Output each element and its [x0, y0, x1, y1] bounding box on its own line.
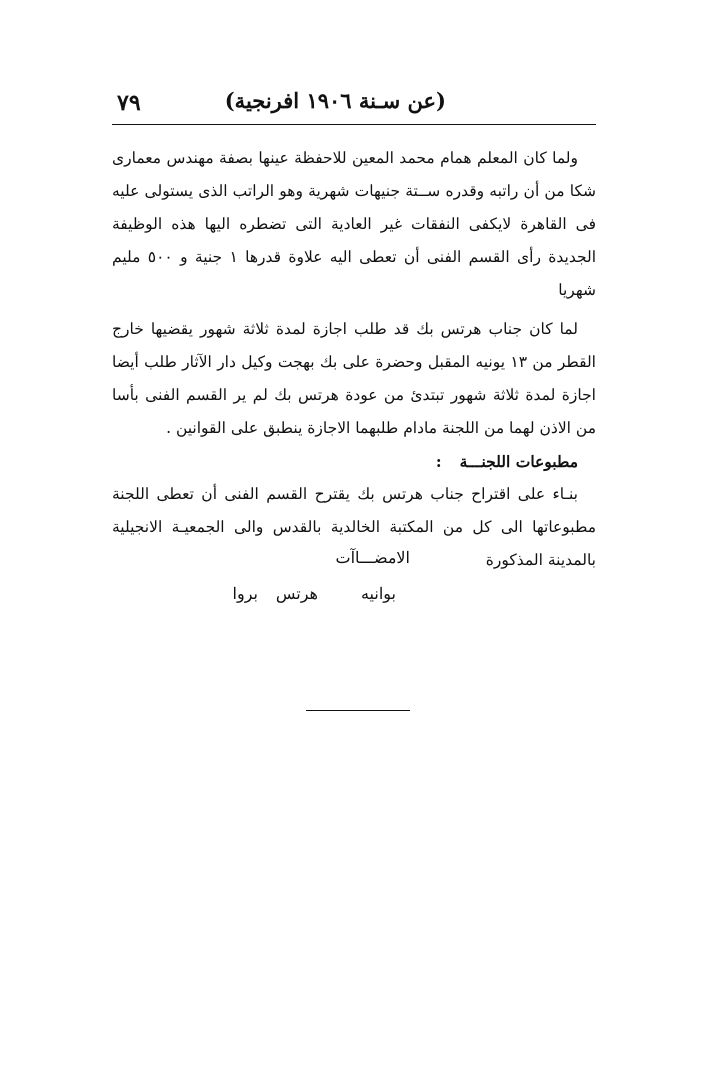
end-rule [306, 710, 410, 711]
body-text [112, 142, 596, 577]
signatures-heading: الامضـــاآت [335, 548, 410, 567]
signatory-name: بوانيه [360, 584, 396, 603]
paragraph-engineer-salary: ولما كان المعلم همام محمد المعين للاحفظة عينها بصفة مهندس معمارى شكا من أن راتبه وقدره ســتة جنيهات شهرية وهو الراتب الذى يستولى عليه فى القاهرة لايكفى النفقات غير العادية التى تضطره اليها هذه الوظيفة الجديدة رأى القسم الفنى أن تعطى اليه علاوة قدرها ١ جنية و ٥٠٠ مليم شهريا [112, 149, 596, 299]
page-header [112, 88, 596, 122]
paragraph-publications: بنـاء على اقتراح جناب هرتس بك يقترح القسم الفنى أن تعطى اللجنة مطبوعاتها الى كل من المكتبة الخالدية بالقدس والى الجمعيـة الانجيلية بالمدينة المذكورة [112, 485, 597, 569]
signatures-block [112, 548, 596, 618]
running-title: (عن سـنة ١٩٠٦ افرنجية) [224, 88, 446, 113]
signatory-name: بروا [232, 584, 258, 603]
signatory-name: هرتس [275, 584, 318, 603]
section-heading [112, 445, 596, 478]
header-rule [112, 124, 596, 125]
section-heading-separator: : [435, 452, 442, 471]
page-number: ٧٩ [117, 90, 141, 116]
paragraph-leave-request: لما كان جناب هرتس بك قد طلب اجازة لمدة ثلاثة شهور يقضيها خارج القطر من ١٣ يونيه المقبل وحضرة على بك بهجت وكيل دار الآثار طلب أيضا اجازة لمدة ثلاثة شهور تبتدئ من عودة هرتس بك لم ير القسم الفنى بأسا من الاذن لهما من اللجنة مادام طلبهما الاجازة ينطبق على القوانين . [112, 320, 596, 437]
section-heading-text: مطبوعات اللجنـــة [459, 452, 578, 471]
